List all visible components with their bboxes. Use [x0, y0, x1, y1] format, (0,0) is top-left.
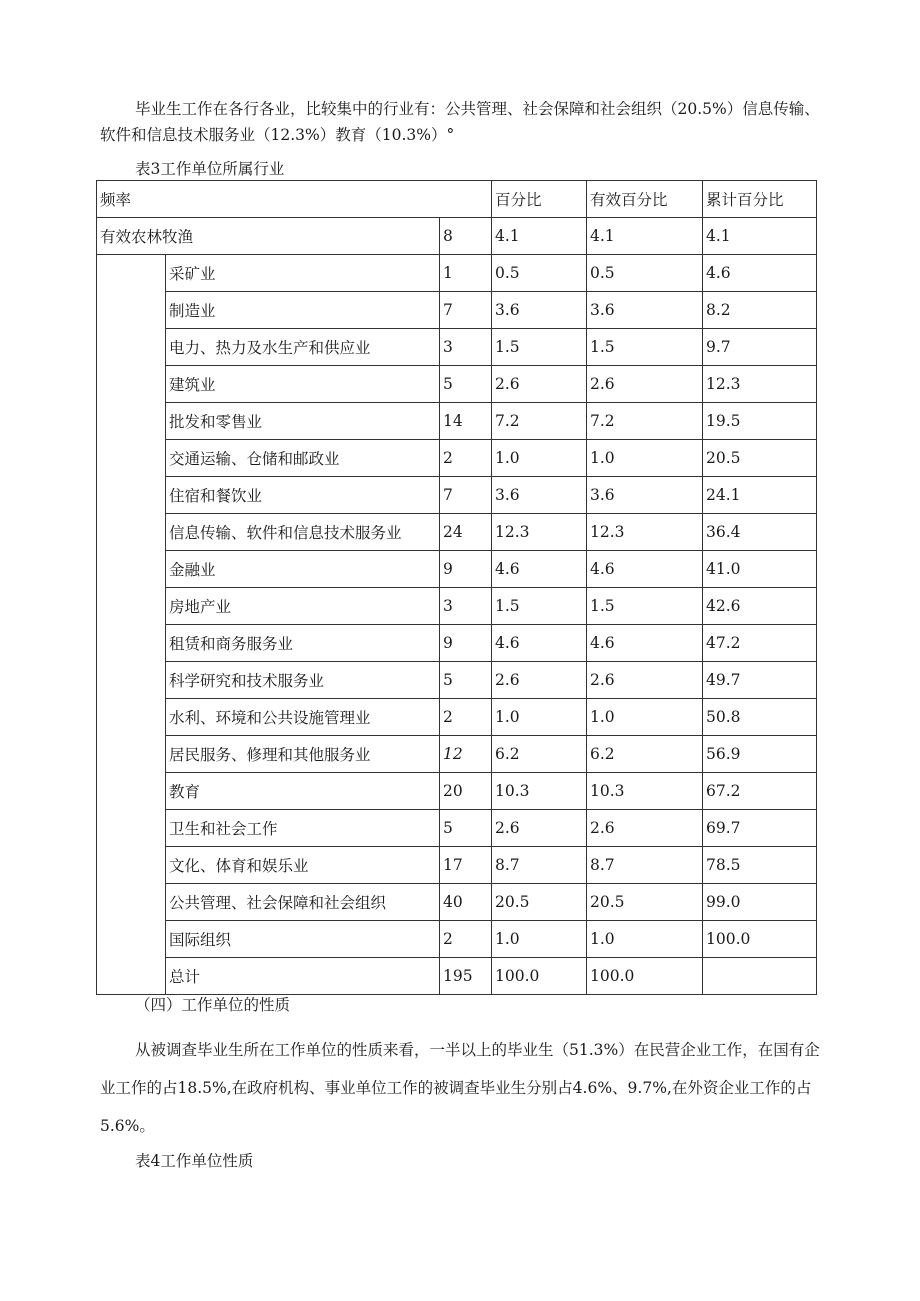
row-frequency: 24: [440, 514, 492, 551]
row-percent: 0.5: [492, 255, 587, 292]
row-valid-percent: 8.7: [587, 847, 703, 884]
row-label: 居民服务、修理和其他服务业: [166, 736, 440, 773]
row-percent: 20.5: [492, 884, 587, 921]
row-frequency: 2: [440, 440, 492, 477]
row-frequency: 195: [440, 958, 492, 995]
table-header-row: [97, 181, 817, 218]
row-percent: 4.6: [492, 551, 587, 588]
table-row: [97, 255, 817, 292]
row-label: 文化、体育和娱乐业: [166, 847, 440, 884]
row-label: 有效农林牧渔: [97, 218, 440, 255]
table4-caption: 表4工作单位性质: [135, 1152, 254, 1170]
row-valid-percent: 3.6: [587, 292, 703, 329]
row-frequency: 20: [440, 773, 492, 810]
row-cumulative-percent: 42.6: [703, 588, 817, 625]
header-cumulative-percent: 累计百分比: [703, 181, 817, 218]
row-valid-percent: 0.5: [587, 255, 703, 292]
row-frequency: 17: [440, 847, 492, 884]
table-row: [97, 810, 817, 847]
row-cumulative-percent: 20.5: [703, 440, 817, 477]
row-frequency: 1: [440, 255, 492, 292]
row-frequency: 7: [440, 477, 492, 514]
table-row: [97, 662, 817, 699]
row-label: 信息传输、软件和信息技术服务业: [166, 514, 440, 551]
row-label: 电力、热力及水生产和供应业: [166, 329, 440, 366]
table-row: [97, 366, 817, 403]
table-row: [97, 440, 817, 477]
row-frequency: 3: [440, 588, 492, 625]
row-label: 水利、环境和公共设施管理业: [166, 699, 440, 736]
row-percent: 12.3: [492, 514, 587, 551]
row-group-blank-cell: [97, 255, 166, 995]
row-valid-percent: 1.0: [587, 440, 703, 477]
row-cumulative-percent: 9.7: [703, 329, 817, 366]
row-percent: 2.6: [492, 662, 587, 699]
table-row: [97, 773, 817, 810]
row-percent: 2.6: [492, 810, 587, 847]
row-valid-percent: 1.0: [587, 921, 703, 958]
table-row: [97, 847, 817, 884]
row-frequency: 14: [440, 403, 492, 440]
row-percent: 1.5: [492, 588, 587, 625]
row-percent: 1.0: [492, 921, 587, 958]
row-percent: 4.1: [492, 218, 587, 255]
row-percent: 3.6: [492, 477, 587, 514]
row-cumulative-percent: 49.7: [703, 662, 817, 699]
row-frequency: 5: [440, 810, 492, 847]
row-label: 房地产业: [166, 588, 440, 625]
table-row: [97, 921, 817, 958]
row-cumulative-percent: 24.1: [703, 477, 817, 514]
table-row: [97, 699, 817, 736]
row-percent: 1.0: [492, 699, 587, 736]
row-label: 交通运输、仓储和邮政业: [166, 440, 440, 477]
table-row: [97, 403, 817, 440]
row-cumulative-percent: 41.0: [703, 551, 817, 588]
row-valid-percent: 2.6: [587, 810, 703, 847]
row-frequency: 9: [440, 551, 492, 588]
section4-paragraph: 从被调查毕业生所在工作单位的性质来看，一半以上的毕业生（51.3%）在民营企业工作，在国有企业工作的占18.5%,在政府机构、事业单位工作的被调查毕业生分别占4.6%、9.7%,在外资企业工作的占5.6%。: [100, 1041, 820, 1135]
table-row: [97, 329, 817, 366]
row-percent: 1.5: [492, 329, 587, 366]
row-label: 总计: [166, 958, 440, 995]
section-heading: （四）工作单位的性质: [135, 996, 291, 1014]
row-percent: 6.2: [492, 736, 587, 773]
row-valid-percent: 2.6: [587, 662, 703, 699]
row-valid-percent: 1.5: [587, 588, 703, 625]
row-frequency: 5: [440, 662, 492, 699]
row-label: 公共管理、社会保障和社会组织: [166, 884, 440, 921]
table-row: [97, 218, 817, 255]
row-valid-percent: 12.3: [587, 514, 703, 551]
row-cumulative-percent: 47.2: [703, 625, 817, 662]
row-cumulative-percent: 8.2: [703, 292, 817, 329]
row-frequency: 40: [440, 884, 492, 921]
row-cumulative-percent: 56.9: [703, 736, 817, 773]
row-label: 金融业: [166, 551, 440, 588]
row-cumulative-percent: 36.4: [703, 514, 817, 551]
header-percent: 百分比: [492, 181, 587, 218]
row-label: 采矿业: [166, 255, 440, 292]
row-cumulative-percent: 99.0: [703, 884, 817, 921]
row-percent: 1.0: [492, 440, 587, 477]
table-row: [97, 477, 817, 514]
row-valid-percent: 3.6: [587, 477, 703, 514]
row-cumulative-percent: 12.3: [703, 366, 817, 403]
row-valid-percent: 100.0: [587, 958, 703, 995]
row-valid-percent: 10.3: [587, 773, 703, 810]
row-label: 国际组织: [166, 921, 440, 958]
intro-paragraph: 毕业生工作在各行各业，比较集中的行业有：公共管理、社会保障和社会组织（20.5%）信息传输、软件和信息技术服务业（12.3%）教育（10.3%）°: [100, 100, 820, 144]
table-row: [97, 551, 817, 588]
row-valid-percent: 2.6: [587, 366, 703, 403]
row-percent: 2.6: [492, 366, 587, 403]
table-row: [97, 736, 817, 773]
row-percent: 100.0: [492, 958, 587, 995]
row-frequency: 3: [440, 329, 492, 366]
row-percent: 10.3: [492, 773, 587, 810]
row-percent: 4.6: [492, 625, 587, 662]
row-label: 科学研究和技术服务业: [166, 662, 440, 699]
row-frequency: 9: [440, 625, 492, 662]
row-cumulative-percent: 4.6: [703, 255, 817, 292]
row-frequency: 12: [440, 736, 492, 773]
row-cumulative-percent: 69.7: [703, 810, 817, 847]
row-cumulative-percent: 19.5: [703, 403, 817, 440]
row-percent: 7.2: [492, 403, 587, 440]
table3-caption: 表3工作单位所属行业: [135, 160, 285, 178]
row-cumulative-percent: 78.5: [703, 847, 817, 884]
table-row: [97, 958, 817, 995]
row-valid-percent: 4.6: [587, 625, 703, 662]
row-label: 租赁和商务服务业: [166, 625, 440, 662]
row-cumulative-percent: [703, 958, 817, 995]
row-valid-percent: 7.2: [587, 403, 703, 440]
table-row: [97, 514, 817, 551]
row-label: 教育: [166, 773, 440, 810]
row-valid-percent: 1.0: [587, 699, 703, 736]
row-frequency: 5: [440, 366, 492, 403]
row-label: 批发和零售业: [166, 403, 440, 440]
row-cumulative-percent: 67.2: [703, 773, 817, 810]
row-frequency: 8: [440, 218, 492, 255]
row-valid-percent: 1.5: [587, 329, 703, 366]
header-frequency: 频率: [97, 181, 492, 218]
industry-table: [96, 180, 817, 995]
row-percent: 3.6: [492, 292, 587, 329]
row-valid-percent: 20.5: [587, 884, 703, 921]
row-valid-percent: 6.2: [587, 736, 703, 773]
row-label: 住宿和餐饮业: [166, 477, 440, 514]
row-valid-percent: 4.1: [587, 218, 703, 255]
row-cumulative-percent: 4.1: [703, 218, 817, 255]
table-row: [97, 588, 817, 625]
row-label: 卫生和社会工作: [166, 810, 440, 847]
row-percent: 8.7: [492, 847, 587, 884]
row-frequency: 7: [440, 292, 492, 329]
table-row: [97, 292, 817, 329]
row-cumulative-percent: 50.8: [703, 699, 817, 736]
header-valid-percent: 有效百分比: [587, 181, 703, 218]
row-valid-percent: 4.6: [587, 551, 703, 588]
table-row: [97, 884, 817, 921]
row-label: 建筑业: [166, 366, 440, 403]
row-frequency: 2: [440, 921, 492, 958]
row-cumulative-percent: 100.0: [703, 921, 817, 958]
table-row: [97, 625, 817, 662]
row-label: 制造业: [166, 292, 440, 329]
row-frequency: 2: [440, 699, 492, 736]
